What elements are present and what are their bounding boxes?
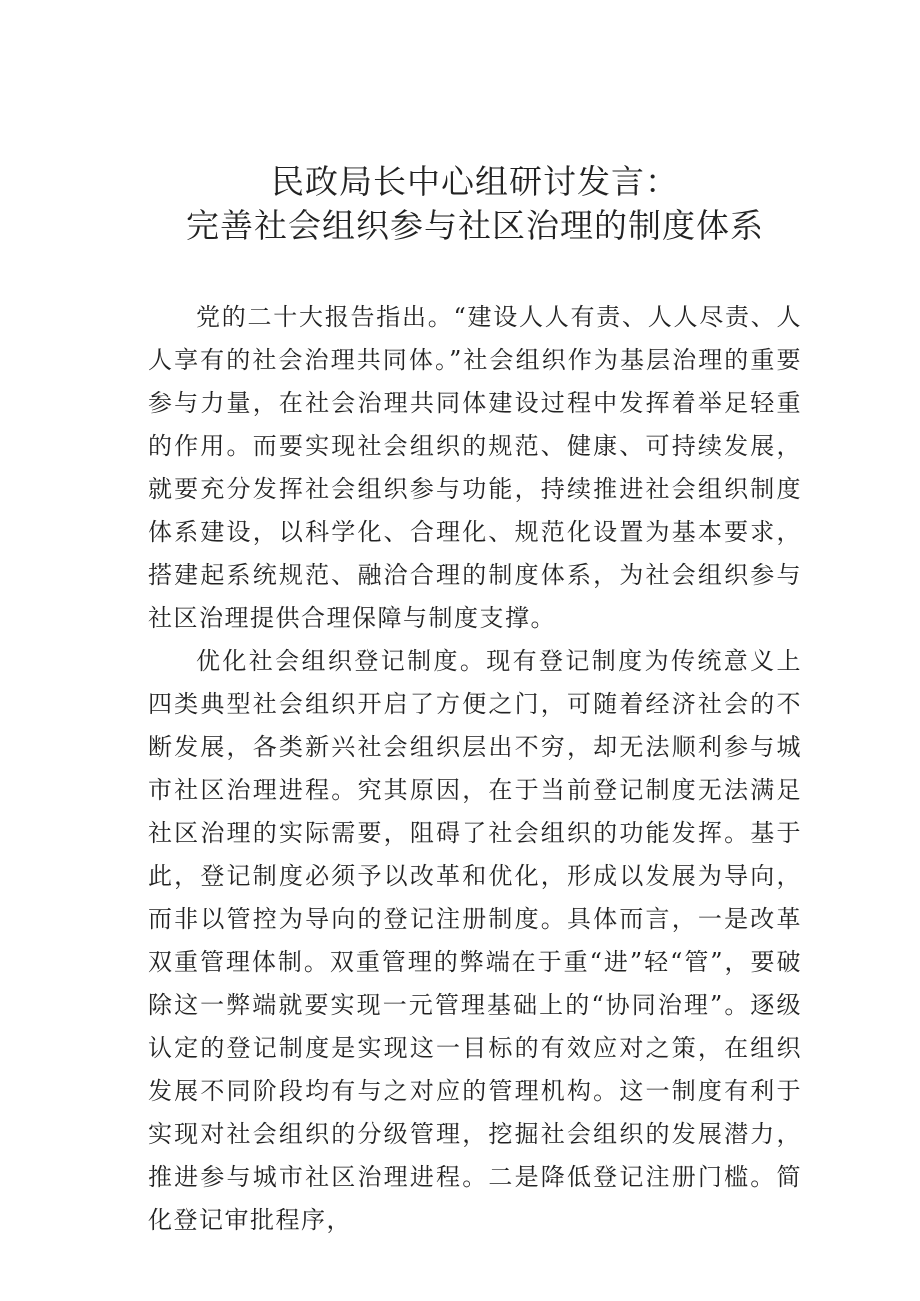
paragraph-registration: 优化社会组织登记制度。现有登记制度为传统意义上四类典型社会组织开启了方便之门，可随着经济社会的不断发展，各类新兴社会组织层出不穷，却无法顺利参与城市社区治理进程。究其原因，在于当前登记制度无法满足社区治理的实际需要，阻碍了社会组织的功能发挥。基于此，登记制度必须予以改革和优化，形成以发展为导向，而非以管控为导向的登记注册制度。具体而言，一是改革双重管理体制。双重管理的弊端在于重“进”轻“管”，要破除这一弊端就要实现一元管理基础上的“协同治理”。逐级认定的登记制度是实现这一目标的有效应对之策，在组织发展不同阶段均有与之对应的管理机构。这一制度有利于实现对社会组织的分级管理，挖掘社会组织的发展潜力，推进参与城市社区治理进程。二是降低登记注册门槛。简化登记审批程序， xyxy=(148,647,802,1234)
title-line-1: 民政局长中心组研讨发言： xyxy=(271,162,679,201)
paragraph-intro: 党的二十大报告指出。“建设人人有责、人人尽责、人人享有的社会治理共同体。”社会组织作为基层治理的重要参与力量，在社会治理共同体建设过程中发挥着举足轻重的作用。而要实现社会组织的规范、健康、可持续发展，就要充分发挥社会组织参与功能，持续推进社会组织制度体系建设，以科学化、合理化、规范化设置为基本要求，搭建起系统规范、融洽合理的制度体系，为社会组织参与社区治理提供合理保障与制度支撑。 xyxy=(148,303,802,632)
title-line-2: 完善社会组织参与社区治理的制度体系 xyxy=(186,206,764,245)
document-title xyxy=(148,160,802,248)
